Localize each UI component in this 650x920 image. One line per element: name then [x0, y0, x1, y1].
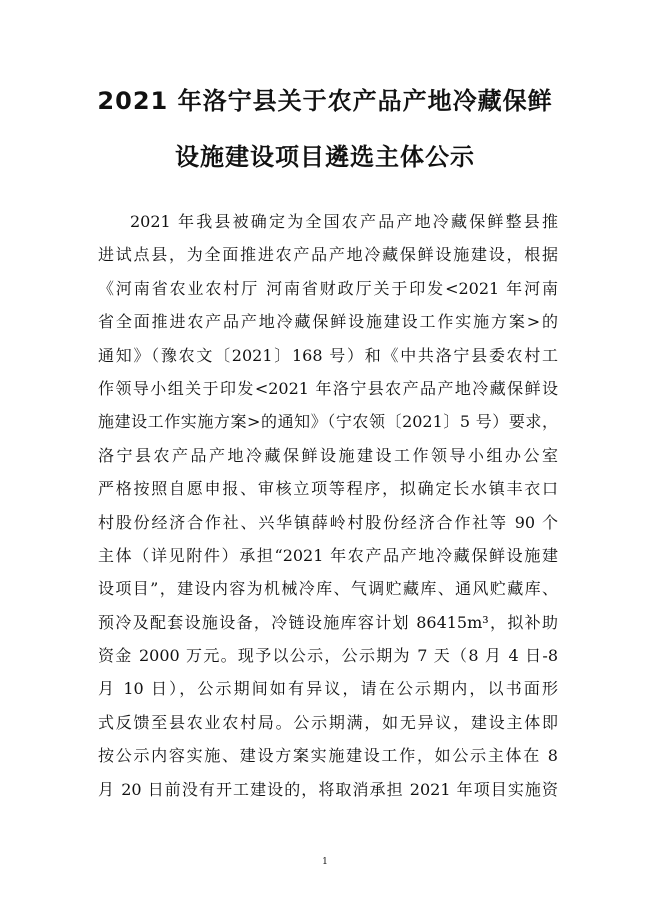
document-title-line-2: 设施建设项目遴选主体公示 [175, 143, 475, 171]
body-line: 村股份经济合作社、兴华镇薛岭村股份经济合作社等 90 个 [98, 512, 558, 532]
body-line: 按公示内容实施、建设方案实施建设工作，如公示主体在 8 [98, 746, 558, 766]
body-line: 设项目”，建设内容为机械冷库、气调贮藏库、通风贮藏库、 [98, 579, 558, 599]
document-body [98, 205, 558, 806]
body-line: 进试点县，为全面推进农产品产地冷藏保鲜设施建设，根据 [98, 245, 558, 265]
body-line: 施建设工作实施方案>的通知》（宁农领〔2021〕5 号）要求， [98, 412, 558, 432]
body-line: 月 10 日），公示期间如有异议，请在公示期内，以书面形 [98, 679, 558, 699]
body-line: 主体（详见附件）承担“2021 年农产品产地冷藏保鲜设施建 [98, 545, 558, 565]
page-number: 1 [322, 857, 328, 867]
body-line: 资金 2000 万元。现予以公示，公示期为 7 天（8 月 4 日-8 [98, 646, 558, 666]
body-line: 洛宁县农产品产地冷藏保鲜设施建设工作领导小组办公室 [98, 445, 558, 465]
body-line: 2021 年我县被确定为全国农产品产地冷藏保鲜整县推 [130, 212, 558, 231]
body-line: 作领导小组关于印发<2021 年洛宁县农产品产地冷藏保鲜设 [98, 378, 558, 398]
body-line: 预冷及配套设施设备，冷链设施库容计划 86415m³，拟补助 [98, 612, 558, 632]
body-line: 式反馈至县农业农村局。公示期满，如无异议，建设主体即 [98, 712, 558, 732]
body-line: 严格按照自愿申报、审核立项等程序，拟确定长水镇丰衣口 [98, 479, 558, 499]
document-title-line-1: 2021 年洛宁县关于农产品产地冷藏保鲜 [97, 87, 553, 115]
body-line: 省全面推进农产品产地冷藏保鲜设施建设工作实施方案>的 [98, 312, 558, 332]
body-line: 月 20 日前没有开工建设的，将取消承担 2021 年项目实施资 [98, 779, 558, 799]
body-line: 《河南省农业农村厅 河南省财政厅关于印发<2021 年河南 [98, 278, 558, 298]
body-line: 通知》（豫农文〔2021〕168 号）和《中共洛宁县委农村工 [98, 345, 558, 365]
